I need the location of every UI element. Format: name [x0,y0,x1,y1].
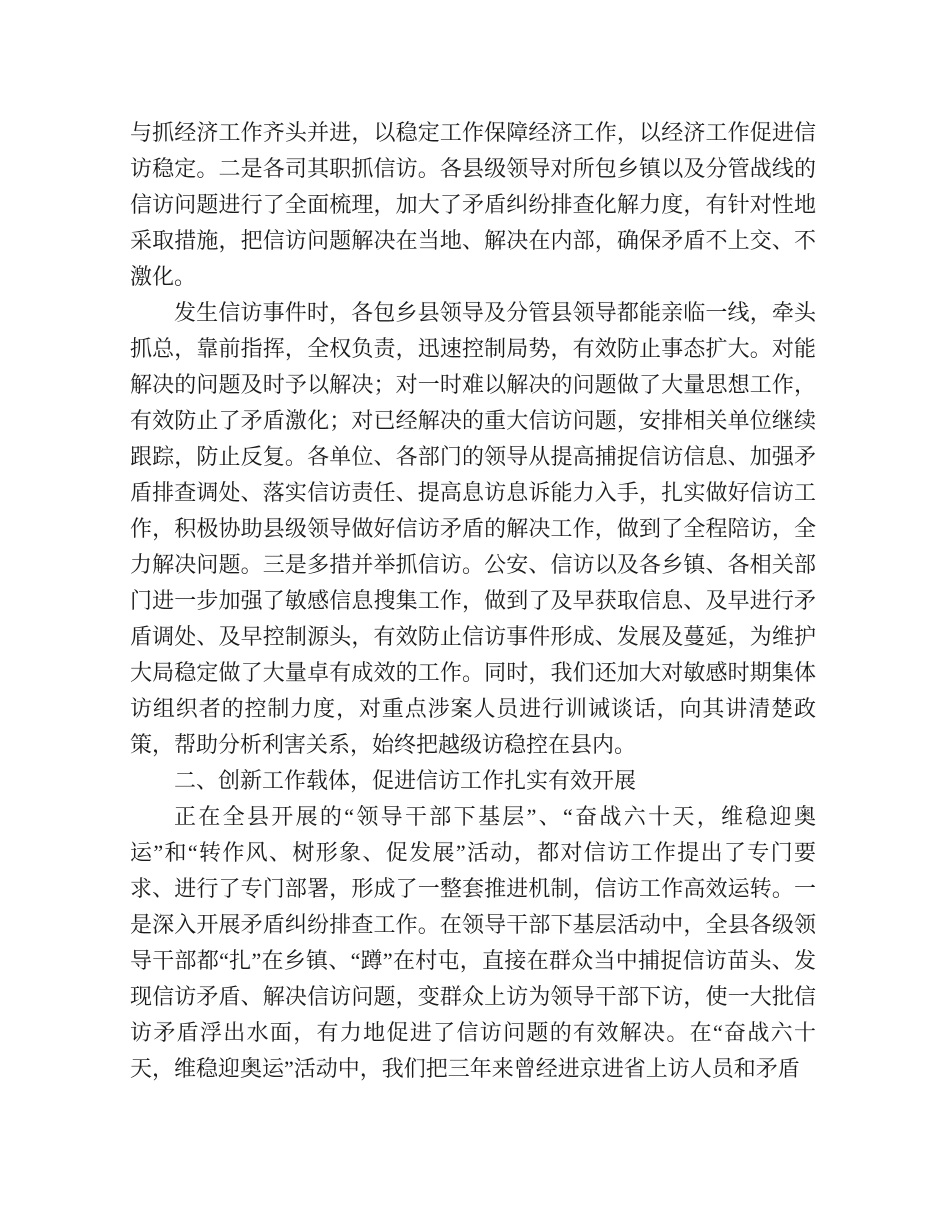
section-heading-two: 二、创新工作载体，促进信访工作扎实有效开展 [174,768,637,793]
paragraph-continuation: 与抓经济工作齐头并进，以稳定工作保障经济工作，以经济工作促进信访稳定。二是各司其职抓信访。各县级领导对所包乡镇以及分管战线的信访问题进行了全面梳理，加大了矛盾纠纷排查化解力度，有针对性地采取措施，把信访问题解决在当地、解决在内部，确保矛盾不上交、不激化。 [130,120,816,289]
paragraph-activities: 正在全县开展的“领导干部下基层”、“奋战六十天，维稳迎奥运”和“转作风、树形象、促发展”活动，都对信访工作提出了专门要求、进行了专门部署，形成了一整套推进机制，信访工作高效运转。一是深入开展矛盾纠纷排查工作。在领导干部下基层活动中，全县各级领导干部都“扎”在乡镇、“蹲”在村屯，直接在群众当中捕捉信访苗头、发现信访矛盾、解决信访问题，变群众上访为领导干部下访，使一大批信访矛盾浮出水面，有力地促进了信访问题的有效解决。在“奋战六十天，维稳迎奥运”活动中，我们把三年来曾经进京进省上访人员和矛盾 [130,804,816,1081]
document-body [130,115,816,1087]
paragraph-petition-response: 发生信访事件时，各包乡县领导及分管县领导都能亲临一线，牵头抓总，靠前指挥，全权负责，迅速控制局势，有效防止事态扩大。对能解决的问题及时予以解决；对一时难以解决的问题做了大量思想工作，有效防止了矛盾激化；对已经解决的重大信访问题，安排相关单位继续跟踪，防止反复。各单位、各部门的领导从提高捕捉信访信息、加强矛盾排查调处、落实信访责任、提高息访息诉能力入手，扎实做好信访工作，积极协助县级领导做好信访矛盾的解决工作，做到了全程陪访，全力解决问题。三是多措并举抓信访。公安、信访以及各乡镇、各相关部门进一步加强了敏感信息搜集工作，做到了及早获取信息、及早进行矛盾调处、及早控制源头，有效防止信访事件形成、发展及蔓延，为维护大局稳定做了大量卓有成效的工作。同时，我们还加大对敏感时期集体访组织者的控制力度，对重点涉案人员进行训诫谈话，向其讲清楚政策，帮助分析利害关系，始终把越级访稳控在县内。 [130,300,816,757]
